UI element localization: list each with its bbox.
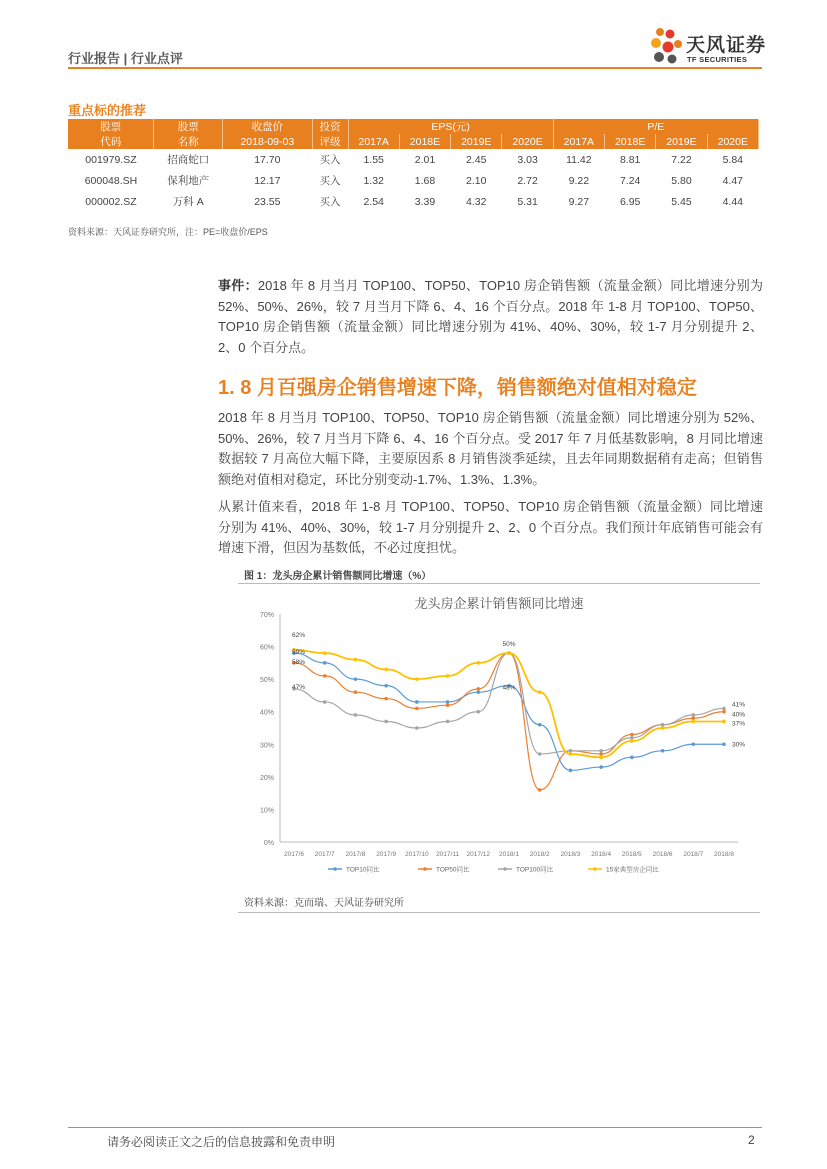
data-point	[722, 707, 726, 711]
data-point	[538, 788, 542, 792]
table-cell: 1.68	[414, 174, 436, 187]
th-date: 2018-09-03	[223, 134, 312, 149]
data-point	[599, 756, 603, 760]
x-tick-label: 2018/6	[652, 851, 673, 858]
table-cell: 11.42	[566, 153, 592, 166]
data-point	[569, 749, 573, 753]
x-tick-label: 2018/2	[529, 851, 550, 858]
table-cell: 2.54	[363, 195, 384, 208]
th-close: 收盘价	[223, 119, 312, 134]
data-point	[415, 726, 419, 730]
x-tick-label: 2017/6	[284, 851, 304, 858]
th-pe-2020: 2020E	[707, 134, 758, 149]
legend-label: 15家典型房企同比	[606, 866, 659, 874]
table-cell: 2.01	[414, 153, 436, 166]
table-cell: 9.27	[568, 195, 590, 208]
figure-bottom-rule	[238, 912, 760, 913]
data-point	[323, 651, 327, 655]
table-cell: 保利地产	[167, 175, 210, 187]
data-point	[415, 700, 419, 704]
data-point	[415, 677, 419, 681]
data-point	[661, 726, 665, 730]
y-tick-label: 0%	[263, 840, 274, 847]
data-point	[476, 690, 480, 694]
table-cell: 4.44	[722, 195, 744, 208]
data-point	[476, 687, 480, 691]
y-tick-label: 10%	[259, 807, 274, 815]
legend-marker	[593, 867, 597, 871]
logo-flower-icon	[650, 26, 686, 72]
data-point	[476, 661, 480, 665]
figure-source: 资料来源：克而瑞、天风证券研究所	[244, 898, 404, 909]
logo-name-en: TF SECURITIES	[687, 55, 748, 64]
x-tick-label: 2017/12	[466, 851, 491, 858]
series-line-2	[294, 653, 724, 754]
data-point	[415, 707, 419, 711]
data-point	[722, 710, 726, 714]
th-code: 代码	[68, 134, 154, 149]
table-cell: 1.32	[363, 174, 384, 187]
table-cell: 5.31	[517, 195, 538, 208]
section-heading: 1. 8 月百强房企销售增速下降，销售额绝对值相对稳定	[218, 377, 697, 399]
y-tick-label: 50%	[259, 677, 274, 685]
data-label: 40%	[732, 711, 746, 719]
x-tick-label: 2018/4	[591, 851, 612, 858]
table-cell: 8.81	[619, 153, 641, 166]
table-cell: 2.45	[466, 153, 487, 166]
data-point	[661, 749, 665, 753]
table-cell: 9.22	[568, 174, 590, 187]
legend-marker	[503, 867, 507, 871]
table-cell: 4.32	[466, 195, 487, 208]
data-point	[446, 703, 450, 707]
section-title: 重点标的推荐	[68, 103, 147, 118]
table-header-row-1	[68, 119, 759, 134]
data-point	[384, 697, 388, 701]
x-tick-label: 2017/9	[376, 851, 397, 858]
data-point	[476, 710, 480, 714]
table-cell: 买入	[319, 175, 341, 187]
data-point	[538, 690, 542, 694]
data-label: 37%	[732, 720, 746, 728]
table-row	[68, 170, 759, 191]
th-stock-2: 股票	[154, 119, 223, 134]
sales-growth-chart	[238, 584, 760, 884]
data-label: 58%	[292, 659, 306, 667]
x-tick-label: 2017/7	[314, 851, 335, 858]
data-point	[446, 720, 450, 724]
th-name: 名称	[154, 134, 223, 149]
data-point	[323, 661, 327, 665]
th-eps-2018: 2018E	[399, 134, 450, 149]
x-tick-label: 2017/10	[405, 851, 429, 858]
table-cell: 23.55	[254, 195, 281, 208]
data-label: 30%	[732, 741, 746, 749]
table-cell: 600048.SH	[84, 174, 138, 187]
th-eps-2017: 2017A	[348, 134, 399, 149]
data-point	[446, 700, 450, 704]
th-eps-2020: 2020E	[502, 134, 553, 149]
th-eps: EPS(元)	[348, 119, 553, 134]
data-point	[630, 736, 634, 740]
data-label: 59%	[292, 648, 306, 656]
table-cell: 4.47	[722, 174, 744, 187]
th-pe-2018: 2018E	[605, 134, 656, 149]
table-cell: 6.95	[619, 195, 641, 208]
table-cell: 买入	[319, 196, 341, 208]
data-point	[569, 752, 573, 756]
event-text: 2018 年 8 月当月 TOP100、TOP50、TOP10 房企销售额（流量金额）同比增速分别为 52%、50%、26%，较 7 月当月下降 6、4、16 个百分点。2018 年 1-8 月 TOP100、TOP50、TOP10 房企销售额（流量金额）同比增速分别为 41%、40%、30%，较 1-7 月分别提升 2、2、0 个百分点。	[218, 278, 763, 355]
legend-label: TOP10同比	[346, 866, 380, 874]
footer-divider	[68, 1127, 762, 1128]
data-point	[630, 739, 634, 743]
chart-title: 龙头房企累计销售额同比增速	[414, 597, 584, 612]
series-line-3	[294, 650, 724, 757]
data-point	[354, 677, 358, 681]
event-paragraph	[218, 276, 763, 358]
data-label: 47%	[292, 683, 306, 691]
y-tick-label: 30%	[259, 742, 274, 750]
table-cell: 2.72	[517, 174, 538, 187]
data-point	[384, 668, 388, 672]
legend-label: TOP100同比	[516, 866, 554, 874]
th-pe-2019: 2019E	[656, 134, 707, 149]
data-point	[599, 765, 603, 769]
th-invest: 投资	[312, 119, 348, 134]
data-point	[323, 700, 327, 704]
data-point	[569, 769, 573, 773]
x-tick-label: 2018/5	[621, 851, 642, 858]
table-cell: 12.17	[254, 174, 281, 187]
company-logo	[650, 26, 770, 72]
y-tick-label: 60%	[259, 644, 274, 652]
event-label: 事件：	[218, 278, 258, 293]
data-point	[661, 723, 665, 727]
data-point	[323, 674, 327, 678]
table-cell: 招商蛇口	[167, 154, 210, 166]
data-point	[691, 713, 695, 717]
series-line-1	[294, 653, 724, 790]
x-tick-label: 2018/1	[499, 851, 519, 858]
table-cell: 2.10	[466, 174, 487, 187]
data-point	[722, 742, 726, 746]
legend-label: TOP50同比	[436, 866, 470, 874]
x-tick-label: 2018/3	[560, 851, 581, 858]
x-tick-label: 2017/8	[345, 851, 366, 858]
data-label: 41%	[732, 701, 746, 709]
table-cell: 7.24	[619, 174, 641, 187]
y-tick-label: 70%	[259, 612, 274, 619]
data-point	[630, 756, 634, 760]
y-tick-label: 20%	[259, 774, 274, 782]
table-cell: 买入	[319, 154, 341, 166]
data-label: 50%	[502, 641, 516, 649]
data-point	[599, 749, 603, 753]
figure-title: 图 1：龙头房企累计销售额同比增速（%）	[244, 571, 432, 582]
data-point	[384, 684, 388, 688]
legend-marker	[423, 867, 427, 871]
table-cell: 7.22	[671, 153, 692, 166]
data-point	[599, 752, 603, 756]
data-point	[354, 713, 358, 717]
table-cell: 3.39	[414, 195, 436, 208]
data-point	[354, 658, 358, 662]
table-cell: 5.80	[671, 174, 692, 187]
series-line-0	[294, 653, 724, 770]
body-paragraph-1: 2018 年 8 月当月 TOP100、TOP50、TOP10 房企销售额（流量金额）同比增速分别为 52%、50%、26%，较 7 月当月下降 6、4、16 个百分点。受 2017 年 7 月低基数影响，8 月同比增速数据较 7 月高位大幅下降，主要原因系 8 月销售淡季延续，且去年同期数据稍有走高；但销售额绝对值相对稳定，环比分别变动-1.7%、1.3%、1.3%。	[218, 410, 763, 487]
table-cell: 1.55	[363, 153, 384, 166]
data-point	[354, 690, 358, 694]
data-point	[630, 733, 634, 737]
x-tick-label: 2018/8	[714, 851, 734, 858]
table-cell: 3.03	[517, 153, 538, 166]
x-tick-label: 2018/7	[683, 851, 704, 858]
table-cell: 17.70	[254, 153, 281, 166]
data-label: 62%	[292, 632, 306, 640]
data-point	[384, 720, 388, 724]
logo-name-cn: 天风证券	[686, 34, 767, 56]
report-category: 行业报告 | 行业点评	[68, 51, 183, 66]
page-number: 2	[748, 1133, 755, 1147]
th-pe-2017: 2017A	[553, 134, 604, 149]
th-rating: 评级	[312, 134, 348, 149]
data-point	[507, 651, 511, 655]
th-stock-1: 股票	[68, 119, 154, 134]
data-point	[691, 720, 695, 724]
body-paragraph-2: 从累计值来看，2018 年 1-8 月 TOP100、TOP50、TOP10 房企销售额（流量金额）同比增速分别为 41%、40%、30%，较 1-7 月分别提升 2、2、0 个百分点。我们预计年底销售可能会有增速下滑，但因为基数低，不必过度担忧。	[218, 499, 763, 555]
legend-marker	[333, 867, 337, 871]
data-point	[538, 752, 542, 756]
table-cell: 5.45	[671, 195, 692, 208]
data-label: 48%	[502, 684, 516, 692]
x-tick-label: 2017/11	[436, 851, 460, 858]
table-cell: 万科 A	[172, 196, 204, 208]
table-cell: 5.84	[722, 153, 744, 166]
data-point	[691, 742, 695, 746]
table-source: 资料来源：天风证券研究所，注：PE=收盘价/EPS	[68, 227, 268, 237]
data-point	[446, 674, 450, 678]
table-row	[68, 191, 759, 212]
th-eps-2019: 2019E	[451, 134, 502, 149]
data-point	[538, 723, 542, 727]
table-cell: 000002.SZ	[85, 195, 137, 208]
y-tick-label: 40%	[259, 709, 274, 717]
table-row	[68, 149, 759, 170]
th-pe: P/E	[553, 119, 758, 134]
table-header-row-2	[68, 134, 759, 149]
table-cell: 001979.SZ	[85, 153, 137, 166]
footer-disclaimer: 请务必阅读正文之后的信息披露和免责申明	[107, 1135, 336, 1149]
data-point	[691, 716, 695, 720]
data-point	[722, 720, 726, 724]
recommendation-table	[68, 119, 759, 212]
